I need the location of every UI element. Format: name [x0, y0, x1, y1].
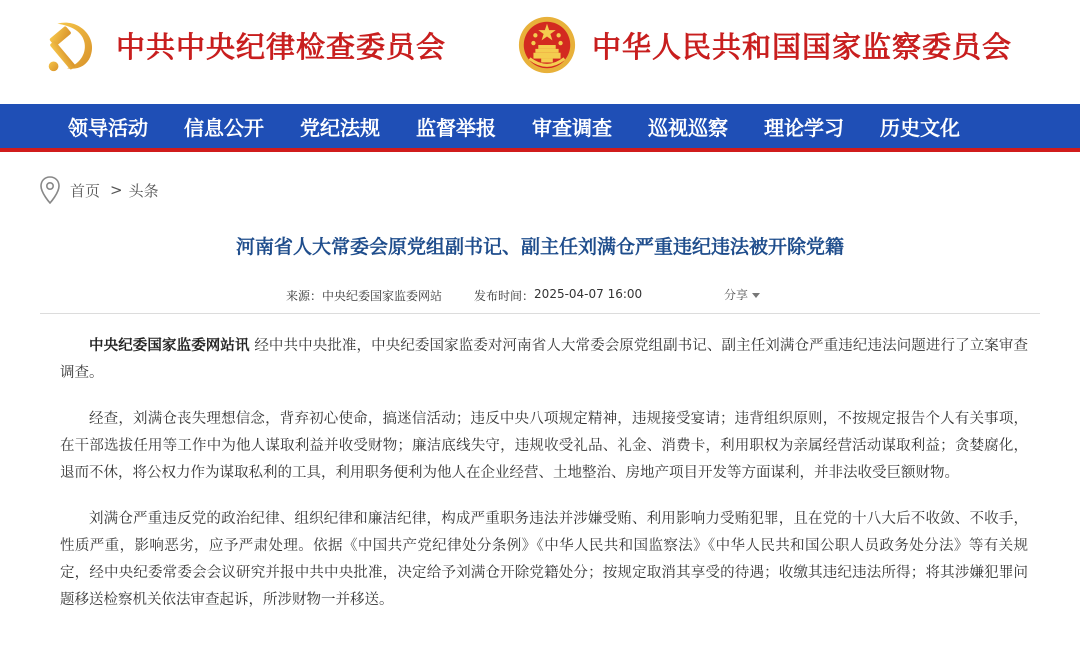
source-label: 来源： — [286, 289, 323, 303]
breadcrumb-home-link[interactable]: 首页 — [70, 181, 101, 200]
paragraph-lead: 中央纪委国家监委网站讯 — [89, 338, 250, 354]
paragraph-text: 经查，刘满仓丧失理想信念，背弃初心使命，搞迷信活动；违反中央八项规定精神，违规接受宴请；违背组织原则，不按规定报告个人有关事项，在干部选拔任用等工作中为他人谋取利益并收受财物；廉洁底线失守，违规收受礼品、礼金、消费卡，利用职权为亲属经营活动谋取利益；贪婪腐化，退而不休，将公权力作为谋取私利的工具，利用职务便利为他人在企业经营、土地整治、房地产项目开发等方面谋利，并非法收受巨额财物。 — [60, 411, 1028, 481]
breadcrumb-current[interactable]: 头条 — [128, 181, 159, 200]
paragraph-text: 经中共中央批准，中央纪委国家监委对河南省人大常委会原党组副书记、副主任刘满仓严重违纪违法问题进行了立案审查调查。 — [60, 338, 1029, 381]
caret-down-icon — [752, 293, 760, 298]
main-nav — [0, 104, 1080, 152]
cmdi-site-name: 中共中央纪律检查委员会 — [116, 29, 447, 64]
nav-item-history[interactable]: 历史文化 — [880, 115, 960, 140]
publish-time: 2025-04-07 16:00 — [534, 287, 643, 301]
nsc-logo-link[interactable] — [516, 14, 1012, 76]
article-title: 河南省人大常委会原党组副书记、副主任刘满仓严重违纪违法被开除党籍 — [235, 236, 844, 258]
nav-item-leadership[interactable]: 领导活动 — [68, 115, 148, 140]
party-emblem-icon — [40, 14, 102, 76]
share-button[interactable] — [724, 286, 760, 303]
cmdi-logo-link[interactable] — [40, 14, 446, 76]
article-paragraph — [60, 506, 1028, 614]
national-emblem-icon — [516, 14, 578, 76]
location-pin-icon — [40, 176, 60, 204]
time-label: 发布时间： — [474, 289, 535, 303]
article-paragraph — [60, 406, 1028, 487]
breadcrumb-separator: > — [110, 181, 123, 199]
nav-item-investigation[interactable]: 审查调查 — [532, 115, 612, 140]
article-meta — [286, 287, 642, 304]
site-header — [0, 0, 1080, 104]
nav-item-theory[interactable]: 理论学习 — [764, 115, 844, 140]
article-body — [60, 333, 1028, 633]
nav-item-info-disclosure[interactable]: 信息公开 — [184, 115, 264, 140]
meta-divider — [40, 313, 1040, 314]
share-label: 分享 — [724, 288, 749, 302]
paragraph-text: 刘满仓严重违反党的政治纪律、组织纪律和廉洁纪律，构成严重职务违法并涉嫌受贿、利用影响力受贿犯罪，且在党的十八大后不收敛、不收手，性质严重，影响恶劣，应予严肃处理。依据《中国共产党纪律处分条例》《中华人民共和国监察法》《中华人民共和国公职人员政务处分法》等有关规定，经中央纪委常委会会议研究并报中共中央批准，决定给予刘满仓开除党籍处分；按规定取消其享受的待遇；收缴其违纪违法所得；将其涉嫌犯罪问题移送检察机关依法审查起诉，所涉财物一并移送。 — [60, 511, 1028, 608]
nav-item-regulations[interactable]: 党纪法规 — [300, 115, 380, 140]
nav-item-inspection[interactable]: 巡视巡察 — [648, 115, 728, 140]
nav-item-report[interactable]: 监督举报 — [416, 115, 496, 140]
source-value: 中央纪委国家监委网站 — [322, 289, 443, 303]
breadcrumb — [40, 176, 159, 204]
article-paragraph — [60, 333, 1028, 387]
nsc-site-name: 中华人民共和国国家监察委员会 — [592, 29, 1013, 64]
